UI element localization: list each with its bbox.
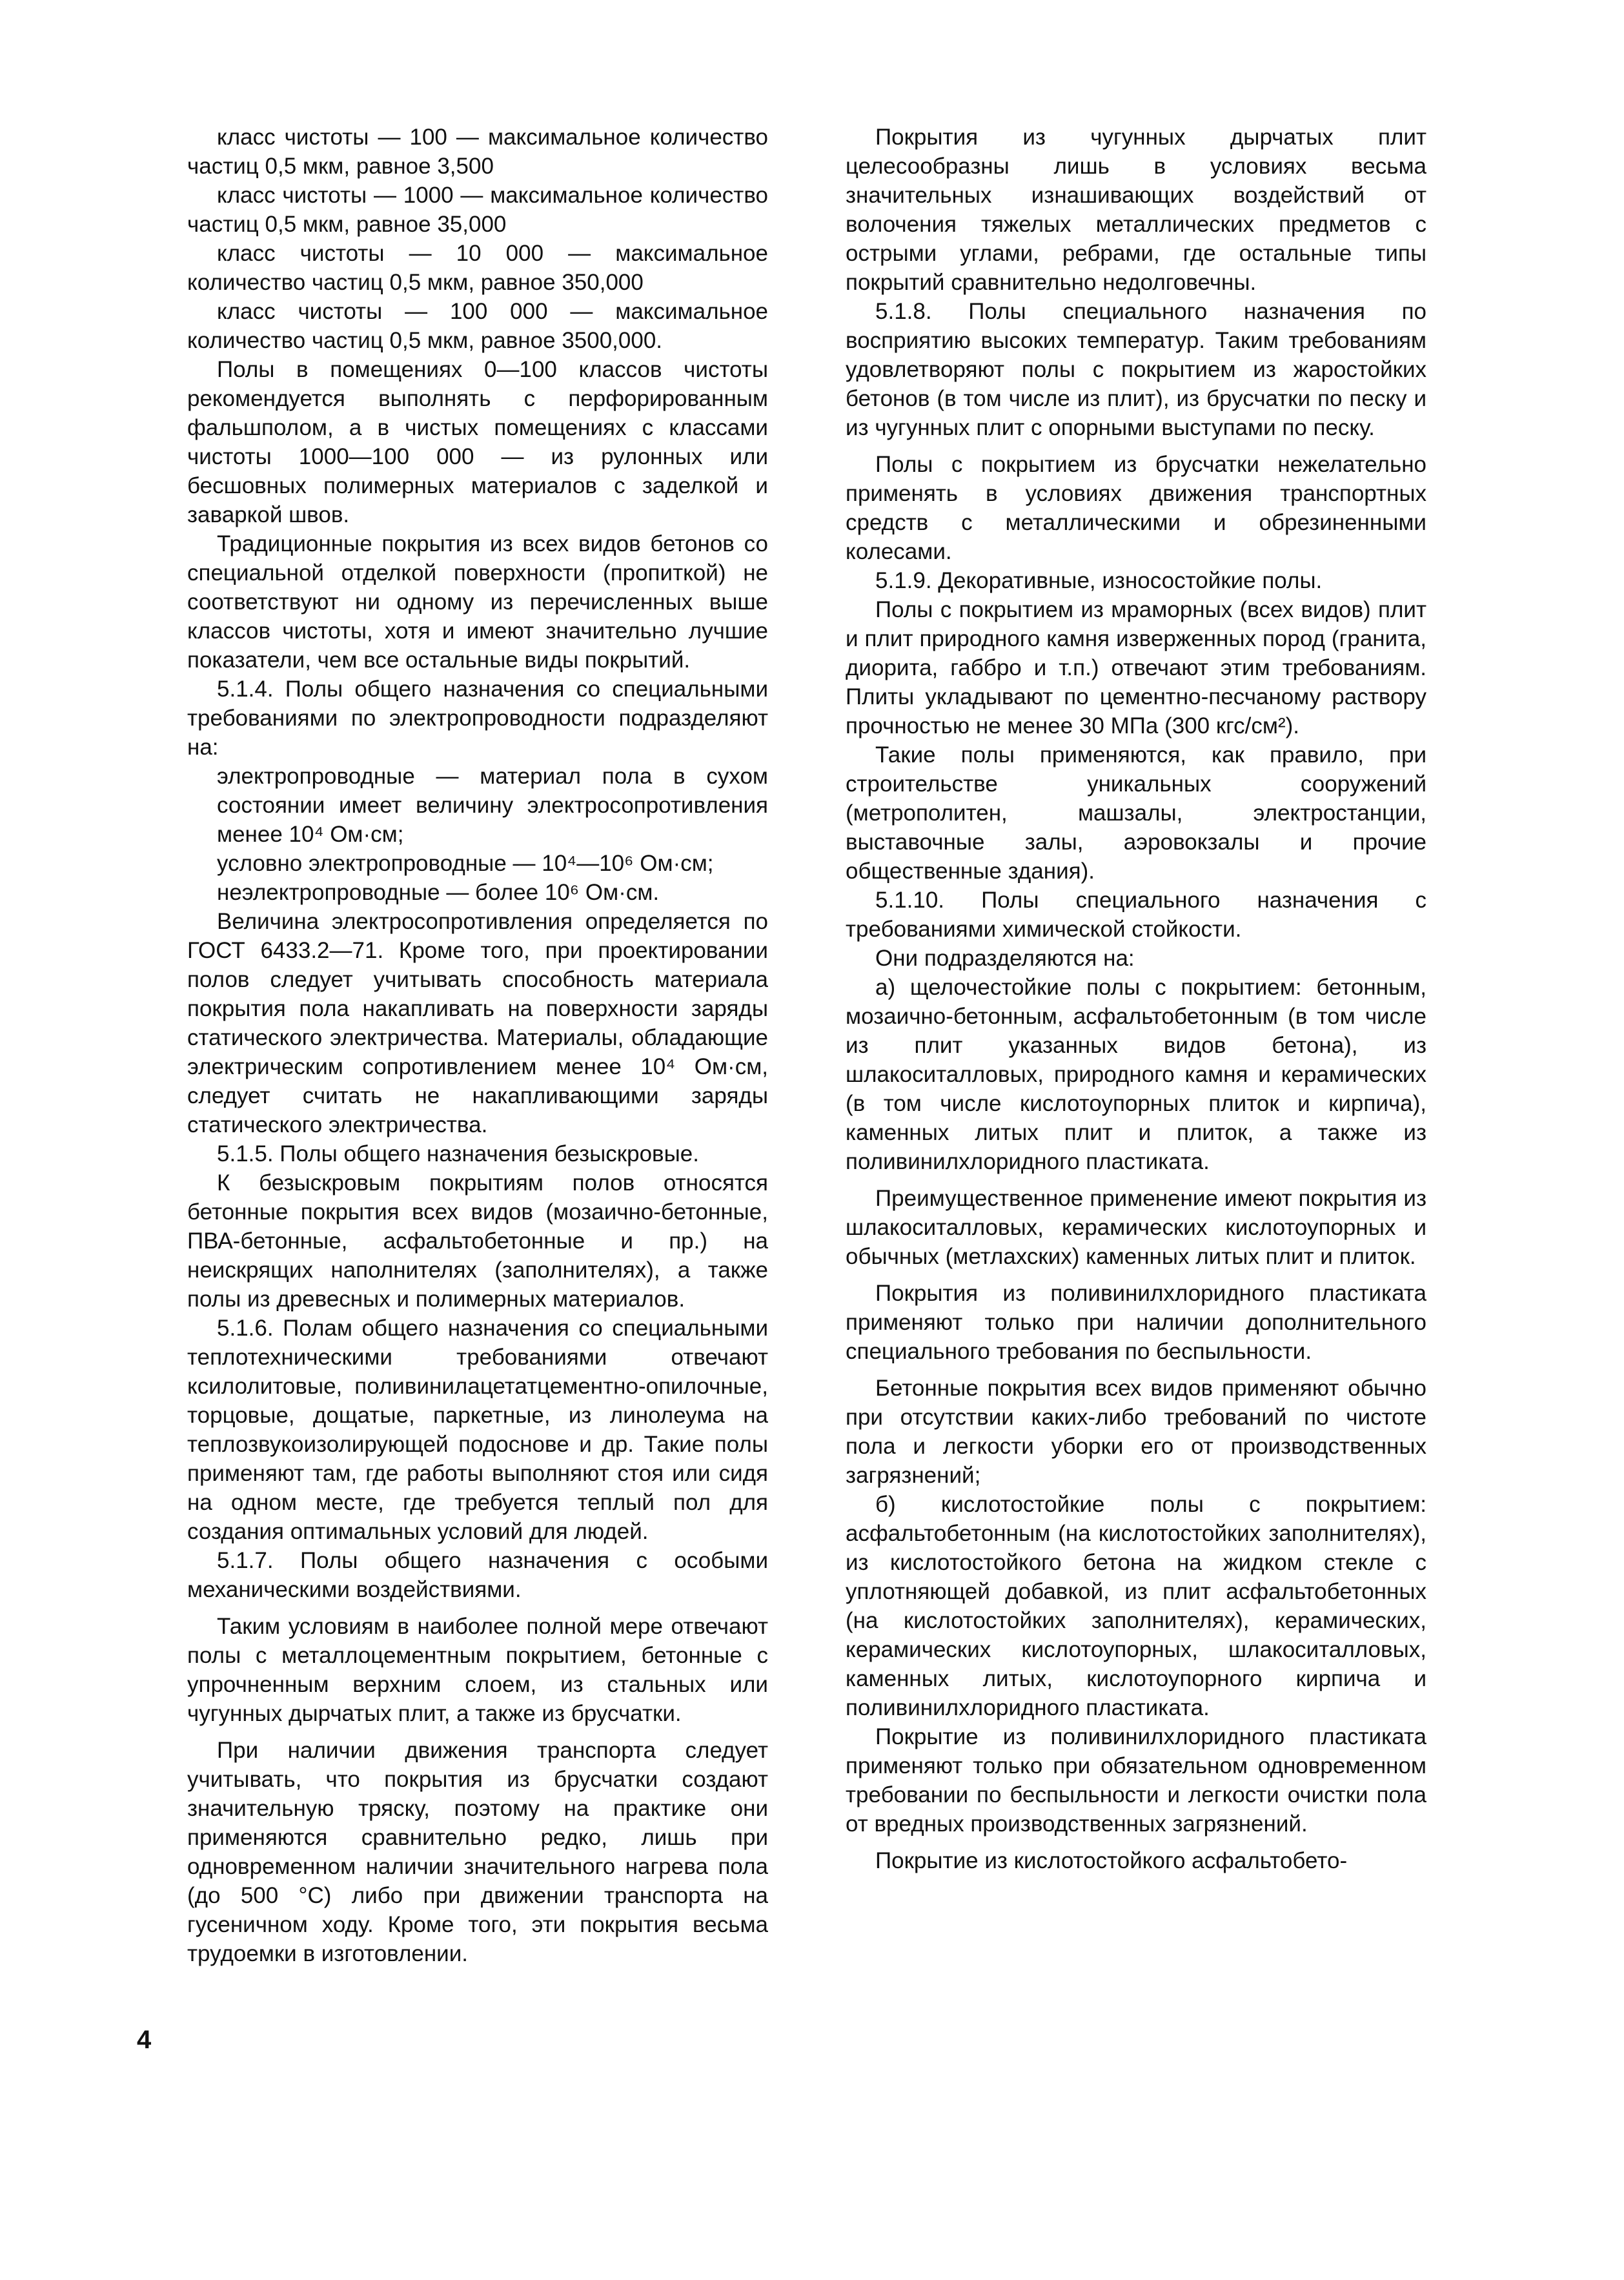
paragraph: 5.1.6. Полам общего назначения со специальными теплотехническими требованиями отвечают ксилолитовые, поливинилацетатцементно-опилочные, торцовые, дощатые, паркетные, из линолеума на теплозвукоизолирующей подоснове и др. Такие полы применяют там, где работы выполняют стоя или сидя на одном месте, где требуется теплый пол для создания оптимальных условий для людей. [187, 1316, 768, 1544]
paragraph: Покрытия из поливинилхлоридного пластиката применяют только при наличии дополнительного специального требования по беспыльности. [846, 1281, 1426, 1364]
paragraph: Бетонные покрытия всех видов применяют обычно при отсутствии каких-либо требований по чистоте пола и легкости уборки его от производственных загрязнений; [846, 1376, 1426, 1488]
paragraph: б) кислотостойкие полы с покрытием: асфальтобетонным (на кислотостойких заполнителях), из кислотостойкого бетона на жидком стекле с уплотняющей добавкой, из плит асфальтобетонных (на кислотостойких заполнителях), керамических, керамических кислотоупорных, шлакоситалловых, каменных литых, кислотоупорного кирпича и поливинилхлоридного пластиката. [846, 1492, 1426, 1720]
right-text-column [846, 123, 1426, 1875]
left-text-column [187, 123, 768, 1968]
paragraph: Они подразделяются на: [875, 946, 1135, 971]
paragraph: 5.1.8. Полы специального назначения по восприятию высоких температур. Таким требованиям удовлетворяют полы с покрытием из жаростойких бетонов (в том числе из плит), из брусчатки по песку и из чугунных плит с опорными выступами по песку. [846, 299, 1426, 440]
paragraph: Традиционные покрытия из всех видов бетонов со специальной отделкой поверхности (пропиткой) не соответствуют ни одному из перечисленных выше классов чистоты, хотя и имеют значительно лучшие показатели, чем все остальные виды покрытий. [187, 531, 768, 673]
paragraph: а) щелочестойкие полы с покрытием: бетонным, мозаично-бетонным, асфальтобетонным (в том числе из плит указанных видов бетона), из шлакоситалловых, природного камня и керамических (в том числе кислотоупорных плиток и кирпича), каменных литых плит и плиток, а также из поливинилхлоридного пластиката. [846, 975, 1426, 1174]
paragraph: класс чистоты — 100 — максимальное количество частиц 0,5 мкм, равное 3,500 [187, 125, 768, 179]
paragraph: 5.1.7. Полы общего назначения с особыми механическими воздействиями. [187, 1548, 768, 1602]
paragraph: неэлектропроводные — более 10⁶ Ом·см. [217, 880, 660, 905]
paragraph: 5.1.10. Полы специального назначения с требованиями химической стойкости. [846, 888, 1426, 942]
paragraph: К безыскровым покрытиям полов относятся бетонные покрытия всех видов (мозаично-бетонные, ПВА-бетонные, асфальтобетонные и пр.) на неискрящих наполнителях (заполнителях), а также полы из древесных и полимерных материалов. [187, 1170, 768, 1312]
paragraph: Полы с покрытием из мраморных (всех видов) плит и плит природного камня изверженных пород (гранита, диорита, габбро и т.п.) отвечают этим требованиям. Плиты укладывают по цементно-песчаному раствору прочностью не менее 30 МПа (300 кгс/см²). [846, 597, 1426, 738]
paragraph: электропроводные — материал пола в сухом состоянии имеет величину электросопротивления менее 10⁴ Ом·см; [217, 764, 768, 847]
paragraph: При наличии движения транспорта следует учитывать, что покрытия из брусчатки создают значительную тряску, поэтому на практике они применяются сравнительно редко, лишь при одновременном наличии значительного нагрева пола (до 500 °С) либо при движении транспорта на гусеничном ходу. Кроме того, эти покрытия весьма трудоемки в изготовлении. [187, 1738, 768, 1966]
paragraph: Величина электросопротивления определяется по ГОСТ 6433.2—71. Кроме того, при проектировании полов следует учитывать способность материала покрытия пола накапливать на поверхности заряды статического электричества. Материалы, обладающие электрическим сопротивлением менее 10⁴ Ом·см, следует считать не накапливающими заряды статического электричества. [187, 909, 768, 1137]
paragraph: Такие полы применяются, как правило, при строительстве уникальных сооружений (метрополитен, машзалы, электростанции, выставочные залы, аэровокзалы и прочие общественные здания). [846, 742, 1426, 884]
paragraph: Покрытия из чугунных дырчатых плит целесообразны лишь в условиях весьма значительных изнашивающих воздействий от волочения тяжелых металлических предметов с острыми углами, ребрами, где остальные типы покрытий сравнительно недолговечны. [846, 125, 1426, 295]
paragraph: класс чистоты — 10 000 — максимальное количество частиц 0,5 мкм, равное 350,000 [187, 241, 768, 295]
paragraph: Покрытие из кислотостойкого асфальтобето- [875, 1848, 1348, 1873]
paragraph: 5.1.5. Полы общего назначения безыскровые. [217, 1141, 699, 1166]
paragraph: Преимущественное применение имеют покрытия из шлакоситалловых, керамических кислотоупорных и обычных (метлахских) каменных литых плит и плиток. [846, 1186, 1426, 1269]
paragraph: Таким условиям в наиболее полной мере отвечают полы с металлоцементным покрытием, бетонные с упрочненным верхним слоем, из стальных или чугунных дырчатых плит, а также из брусчатки. [187, 1614, 768, 1726]
paragraph: Покрытие из поливинилхлоридного пластиката применяют только при обязательном одновременном требовании по беспыльности и легкости очистки пола от вредных производственных загрязнений. [846, 1724, 1426, 1837]
paragraph: Полы с покрытием из брусчатки нежелательно применять в условиях движения транспортных средств с металлическими и обрезиненными колесами. [846, 452, 1426, 564]
paragraph: условно электропроводные — 10⁴—10⁶ Ом·см; [217, 851, 714, 876]
paragraph: 5.1.9. Декоративные, износостойкие полы. [875, 568, 1323, 593]
paragraph: Полы в помещениях 0—100 классов чистоты рекомендуется выполнять с перфорированным фальшполом, а в чистых помещениях с классами чистоты 1000—100 000 — из рулонных или бесшовных полимерных материалов с заделкой и заваркой швов. [187, 357, 768, 527]
paragraph: 5.1.4. Полы общего назначения со специальными требованиями по электропроводности подразделяют на: [187, 677, 768, 760]
paragraph: класс чистоты — 1000 — максимальное количество частиц 0,5 мкм, равное 35,000 [187, 183, 768, 237]
page-number: 4 [137, 2026, 152, 2054]
paragraph: класс чистоты — 100 000 — максимальное количество частиц 0,5 мкм, равное 3500,000. [187, 299, 768, 353]
